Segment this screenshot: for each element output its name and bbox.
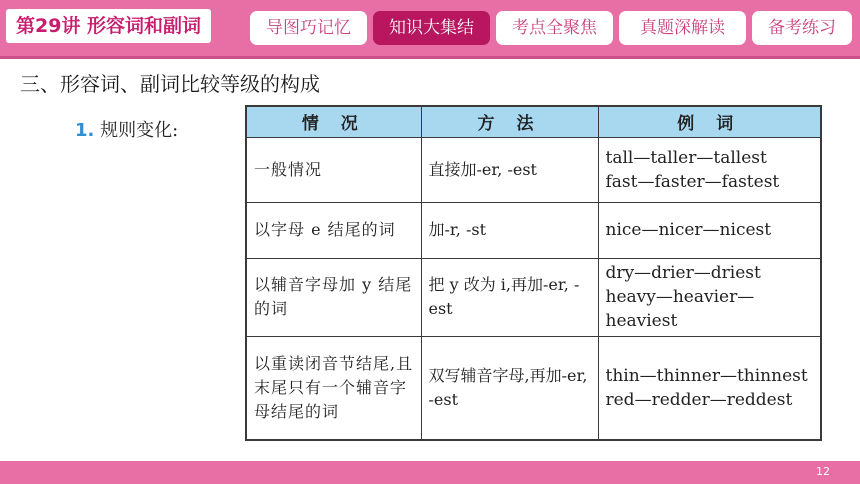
example-line: thin—thinner—thinnest <box>605 365 808 386</box>
header-method: 方 法 <box>421 106 598 137</box>
header-examples: 例 词 <box>598 106 821 137</box>
cell-situation: 一般情况 <box>246 137 421 202</box>
table-row <box>246 202 821 258</box>
tab-mind-map[interactable]: 导图巧记忆 <box>250 11 367 45</box>
subheading-text: 规则变化: <box>94 120 179 141</box>
subheading-number: 1. <box>75 120 95 141</box>
tab-exam-analysis[interactable]: 真题深解读 <box>619 11 746 45</box>
cell-examples <box>598 336 821 440</box>
example-line: heavy—heavier—heaviest <box>605 287 755 331</box>
lesson-title: 第29讲 形容词和副词 <box>6 9 211 43</box>
tab-knowledge[interactable]: 知识大集结 <box>373 11 490 45</box>
table-header-row <box>246 106 821 137</box>
comparison-rules-table <box>245 105 822 441</box>
cell-method: 直接加-er, -est <box>421 137 598 202</box>
cell-situation: 以辅音字母加 y 结尾的词 <box>246 258 421 336</box>
example-line: dry—drier—driest <box>605 263 761 283</box>
table-row <box>246 336 821 440</box>
example-line: nice—nicer—nicest <box>605 220 772 240</box>
cell-examples <box>598 258 821 336</box>
example-line: tall—taller—tallest <box>605 147 767 168</box>
section-title: 三、形容词、副词比较等级的构成 <box>20 72 320 96</box>
cell-situation: 以字母 e 结尾的词 <box>246 202 421 258</box>
header-situation: 情 况 <box>246 106 421 137</box>
cell-method: 加-r, -st <box>421 202 598 258</box>
subheading <box>75 116 178 142</box>
cell-situation: 以重读闭音节结尾,且末尾只有一个辅音字母结尾的词 <box>246 336 421 440</box>
top-nav-bar <box>0 0 860 56</box>
page-number: 12 <box>816 465 830 478</box>
cell-examples <box>598 137 821 202</box>
footer-bar <box>0 461 860 484</box>
tab-practice[interactable]: 备考练习 <box>752 11 852 45</box>
example-line: red—redder—reddest <box>605 389 793 410</box>
example-line: fast—faster—fastest <box>605 171 780 192</box>
cell-examples <box>598 202 821 258</box>
cell-method: 把 y 改为 i,再加-er, -est <box>421 258 598 336</box>
table-row <box>246 258 821 336</box>
cell-method: 双写辅音字母,再加-er, -est <box>421 336 598 440</box>
tab-key-points[interactable]: 考点全聚焦 <box>496 11 613 45</box>
table-row <box>246 137 821 202</box>
header-divider <box>0 56 860 59</box>
